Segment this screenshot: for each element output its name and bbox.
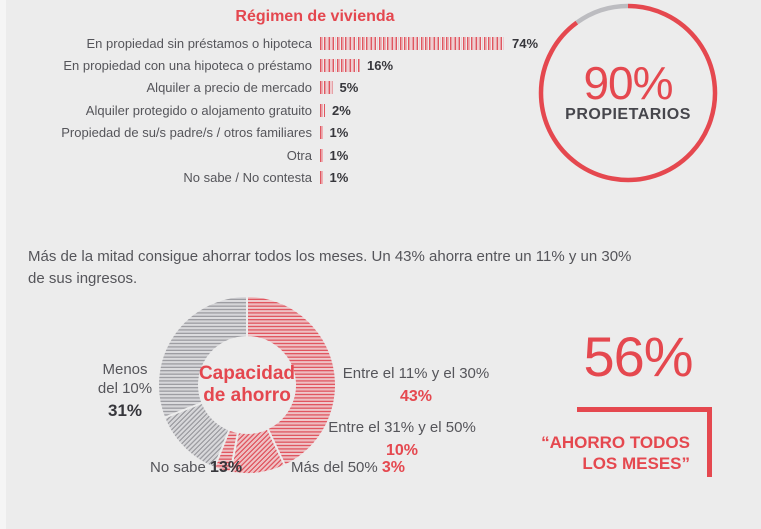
bar-value: 2% bbox=[332, 102, 351, 118]
bar-value: 5% bbox=[339, 80, 359, 96]
bar bbox=[320, 104, 325, 117]
bar bbox=[320, 126, 323, 139]
quote-line-1: “AHORRO TODOS bbox=[541, 433, 690, 452]
bar-value: 1% bbox=[329, 147, 349, 163]
callout-value: 10% bbox=[385, 442, 419, 459]
intro-line-2: de sus ingresos. bbox=[28, 270, 138, 287]
bar-label: Otra bbox=[286, 147, 312, 163]
accent-line-vertical bbox=[707, 407, 712, 477]
callout-label: Entre el 31% y el 50% bbox=[328, 419, 476, 436]
monthly-savers-value: 56% bbox=[583, 325, 693, 388]
callout-value: 43% bbox=[399, 388, 433, 405]
donut-title-line-1: Capacidad bbox=[198, 363, 296, 384]
monthly-savers-quote bbox=[520, 432, 690, 474]
donut-title-line-2: de ahorro bbox=[203, 385, 291, 406]
bar-value: 16% bbox=[367, 58, 394, 74]
accent-line-horizontal bbox=[577, 407, 712, 412]
bar-label: Alquiler protegido o alojamento gratuito bbox=[85, 102, 312, 118]
callout-label: del 10% bbox=[97, 380, 153, 397]
bar-value: 1% bbox=[329, 125, 349, 141]
bar-label: Propiedad de su/s padre/s / otros familiares bbox=[61, 125, 312, 141]
bar bbox=[320, 171, 323, 184]
bar bbox=[320, 59, 360, 72]
bar-value: 74% bbox=[512, 35, 539, 51]
owners-caption: PROPIETARIOS bbox=[565, 106, 691, 123]
donut-center-title bbox=[172, 363, 322, 407]
callout-mas-del-50 bbox=[291, 458, 405, 477]
callout-menos-del-10 bbox=[60, 360, 190, 420]
callout-label: Entre el 11% y el 30% bbox=[342, 365, 490, 382]
bar-label: En propiedad sin préstamos o hipoteca bbox=[86, 35, 312, 51]
callout-entre-11-30 bbox=[336, 364, 496, 406]
callout-value: 3% bbox=[381, 459, 406, 476]
housing-chart-title: Régimen de vivienda bbox=[235, 8, 395, 25]
owners-value: 90% bbox=[583, 57, 673, 109]
intro-line-1: Más de la mitad consigue ahorrar todos los meses. Un 43% ahorra entre un 11% y un 30% bbox=[28, 248, 632, 265]
intro-text bbox=[28, 246, 748, 290]
bar-label: No sabe / No contesta bbox=[183, 170, 312, 186]
bar bbox=[320, 37, 505, 50]
callout-entre-31-50 bbox=[322, 418, 482, 460]
callout-label: Más del 50% bbox=[291, 459, 378, 476]
quote-line-2: LOS MESES” bbox=[582, 454, 690, 473]
bar-label: En propiedad con una hipoteca o préstamo bbox=[63, 58, 312, 74]
callout-label: Menos bbox=[102, 361, 148, 378]
callout-value: 13% bbox=[210, 459, 243, 476]
bar-value: 1% bbox=[329, 170, 349, 186]
callout-value: 31% bbox=[107, 401, 143, 420]
bar-label: Alquiler a precio de mercado bbox=[146, 80, 312, 96]
callout-no-sabe bbox=[150, 458, 242, 477]
callout-label: No sabe bbox=[150, 459, 206, 476]
bar bbox=[320, 149, 323, 162]
bar bbox=[320, 81, 333, 94]
